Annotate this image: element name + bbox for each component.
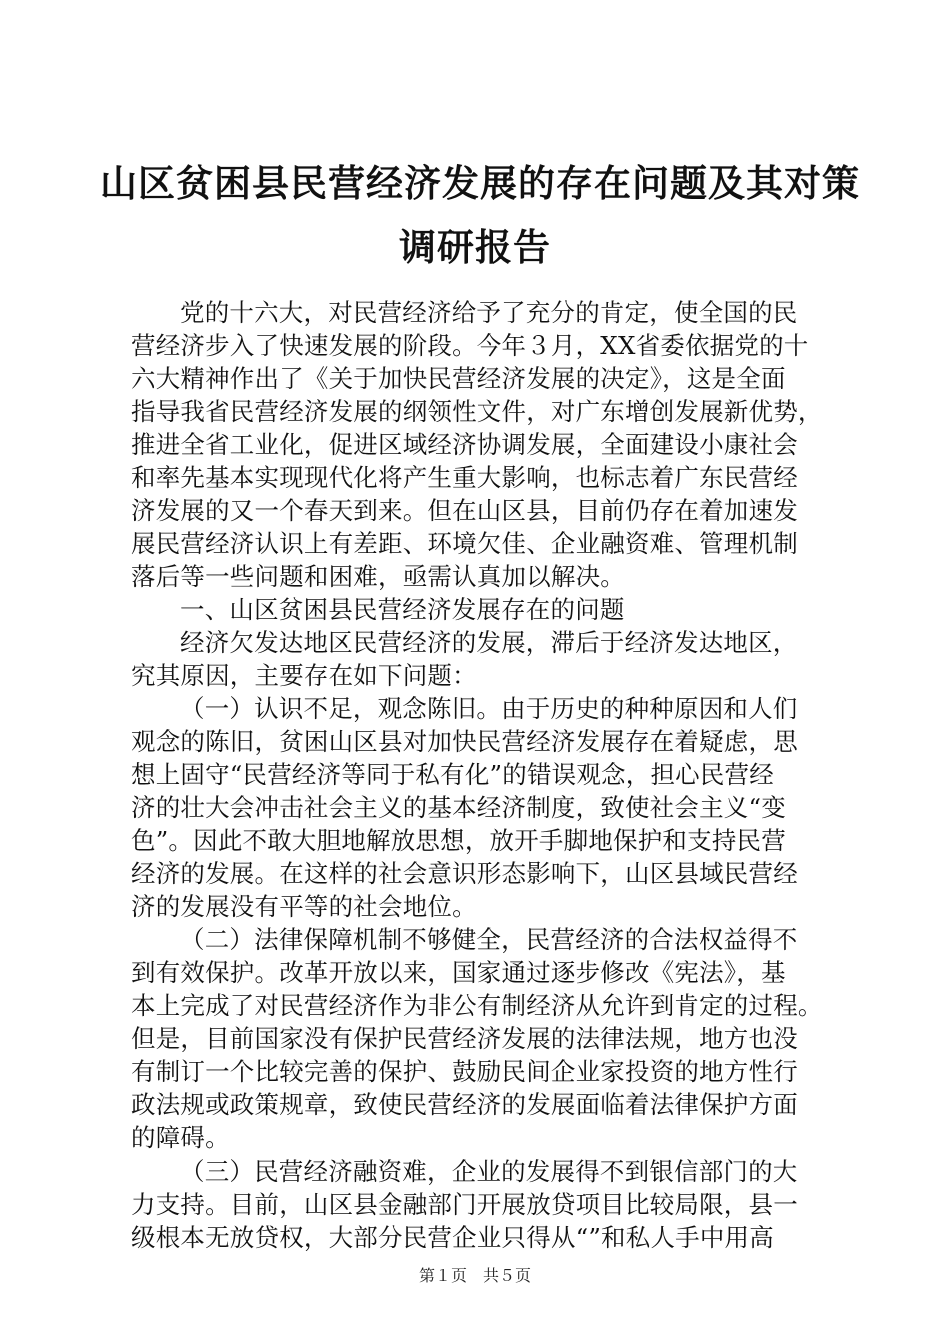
document-title-line-1: 山区贫困县民营经济发展的存在问题及其对策 <box>100 161 860 205</box>
paragraph-line: 想上固守“民营经济等同于私有化”的错误观念，担心民营经 <box>131 760 774 789</box>
paragraph-line: 落后等一些问题和困难，亟需认真加以解决。 <box>131 562 625 591</box>
paragraph-line: 级根本无放贷权，大部分民营企业只得从“”和私人手中用高 <box>131 1223 774 1252</box>
paragraph-line: 的障碍。 <box>131 1123 230 1152</box>
paragraph-line: 究其原因，主要存在如下问题： <box>131 661 477 690</box>
paragraph-line: （二）法律保障机制不够健全，民营经济的合法权益得不 <box>180 925 798 954</box>
paragraph-line: 经济欠发达地区民营经济的发展，滞后于经济发达地区， <box>180 628 798 657</box>
page-footer: 第１页 共５页 <box>418 1266 531 1285</box>
document-title-line-2: 调研报告 <box>399 225 551 269</box>
paragraph-line: 但是，目前国家没有保护民营经济发展的法律法规，地方也没 <box>131 1024 798 1053</box>
paragraph-line: 党的十六大，对民营经济给予了充分的肯定，使全国的民 <box>180 298 798 327</box>
paragraph-line: 六大精神作出了《关于加快民营经济发展的决定》，这是全面 <box>131 364 786 393</box>
paragraph-line: 济的壮大会冲击社会主义的基本经济制度，致使社会主义“变 <box>131 793 786 822</box>
paragraph-line: 营经济步入了快速发展的阶段。今年３月，XX省委依据党的十 <box>131 331 809 360</box>
paragraph-line: 推进全省工业化，促进区域经济协调发展，全面建设小康社会 <box>131 430 798 459</box>
paragraph-line: 力支持。目前，山区县金融部门开展放贷项目比较局限，县一 <box>131 1190 798 1219</box>
paragraph-line: （一）认识不足，观念陈旧。由于历史的种种原因和人们 <box>180 694 798 723</box>
paragraph-line: 色”。因此不敢大胆地解放思想，放开手脚地保护和支持民营 <box>131 826 786 855</box>
paragraph-line: 到有效保护。改革开放以来，国家通过逐步修改《宪法》，基 <box>131 958 786 987</box>
paragraph-line: 政法规或政策规章，致使民营经济的发展面临着法律保护方面 <box>131 1090 798 1119</box>
paragraph-line: 展民营经济认识上有差距、环境欠佳、企业融资难、管理机制 <box>131 529 798 558</box>
paragraph-line: 有制订一个比较完善的保护、鼓励民间企业家投资的地方性行 <box>131 1057 798 1086</box>
section-heading: 一、山区贫困县民营经济发展存在的问题 <box>180 595 625 624</box>
paragraph-line: （三）民营经济融资难，企业的发展得不到银信部门的大 <box>180 1157 798 1186</box>
paragraph-line: 经济的发展。在这样的社会意识形态影响下，山区县域民营经 <box>131 859 798 888</box>
paragraph-line: 和率先基本实现现代化将产生重大影响，也标志着广东民营经 <box>131 463 798 492</box>
paragraph-line: 观念的陈旧，贫困山区县对加快民营经济发展存在着疑虑，思 <box>131 727 798 756</box>
paragraph-line: 济发展的又一个春天到来。但在山区县，目前仍存在着加速发 <box>131 496 798 525</box>
paragraph-line: 本上完成了对民营经济作为非公有制经济从允许到肯定的过程。 <box>131 991 823 1020</box>
paragraph-line: 指导我省民营经济发展的纲领性文件，对广东增创发展新优势， <box>131 397 823 426</box>
paragraph-line: 济的发展没有平等的社会地位。 <box>131 892 477 921</box>
